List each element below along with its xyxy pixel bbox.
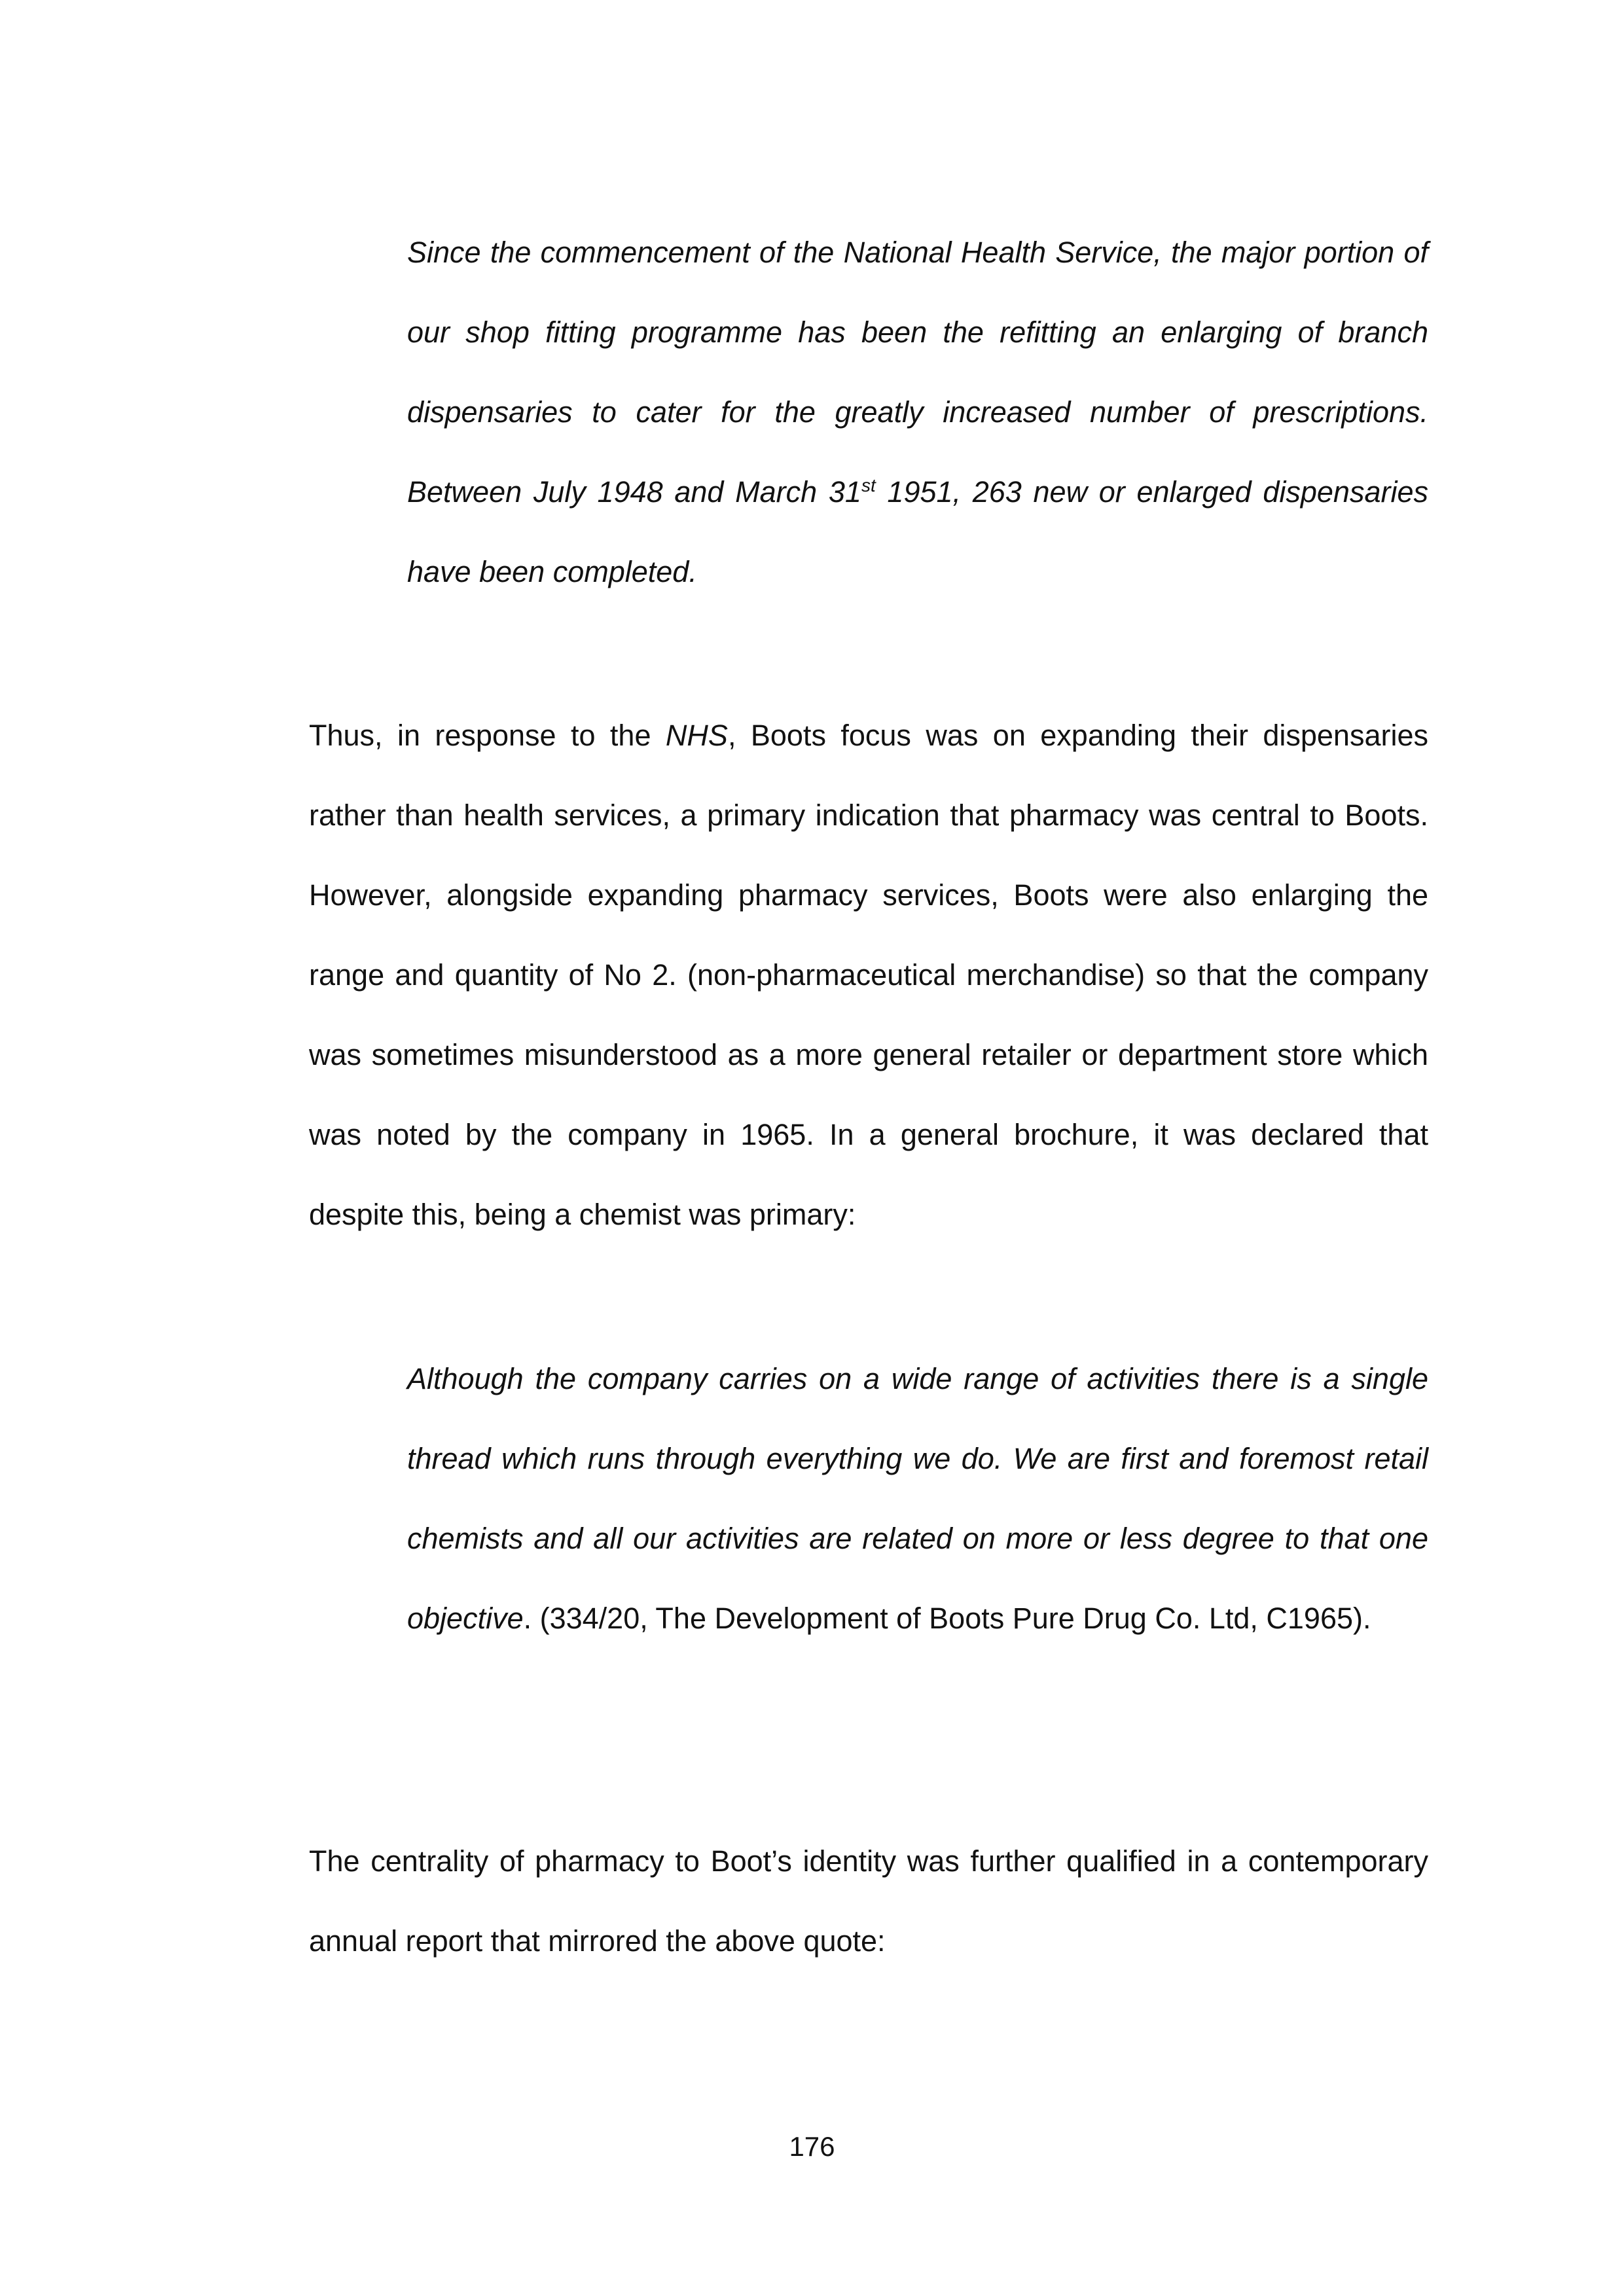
paragraph-text: The centrality of pharmacy to Boot’s identity was further qualified in a contemporary annual report that mirrored the above quote: (309, 1844, 1428, 1958)
body-paragraph-centrality (309, 1821, 1428, 1981)
quote-text-part-2: 1951, 263 new or enlarged dispensaries have been completed. (407, 475, 1428, 588)
ordinal-superscript: st (861, 475, 876, 495)
quote-italic-text: Although the company carries on a wide range of activities there is a single thread which runs through everything we do. We are first and foremost retail chemists and all our activities are related on more or less degree to that one objective (407, 1362, 1428, 1635)
nhs-emphasis: NHS (665, 719, 728, 752)
body-paragraph-boots-focus (309, 696, 1428, 1255)
block-quote-nhs-dispensaries (407, 213, 1428, 612)
quote-citation: . (334/20, The Development of Boots Pure Drug Co. Ltd, C1965). (523, 1602, 1371, 1635)
quote-text-part-1: Since the commencement of the National Health Service, the major portion of our shop fitting programme has been the refitting an enlarging of branch dispensaries to cater for the greatly increased number of prescriptions. Between July 1948 and March 31 (407, 236, 1428, 509)
page-number: 176 (789, 2131, 835, 2162)
block-quote-retail-chemists (407, 1339, 1428, 1659)
paragraph-text-part-2: , Boots focus was on expanding their dispensaries rather than health services, a primary indication that pharmacy was central to Boots. However, alongside expanding pharmacy services, Boots were also enlarging the range and quantity of No 2. (non-pharmaceutical merchandise) so that the company was sometimes misunderstood as a more general retailer or department store which was noted by the company in 1965. In a general brochure, it was declared that despite this, being a chemist was primary: (309, 719, 1428, 1231)
paragraph-text-part-1: Thus, in response to the (309, 719, 666, 752)
